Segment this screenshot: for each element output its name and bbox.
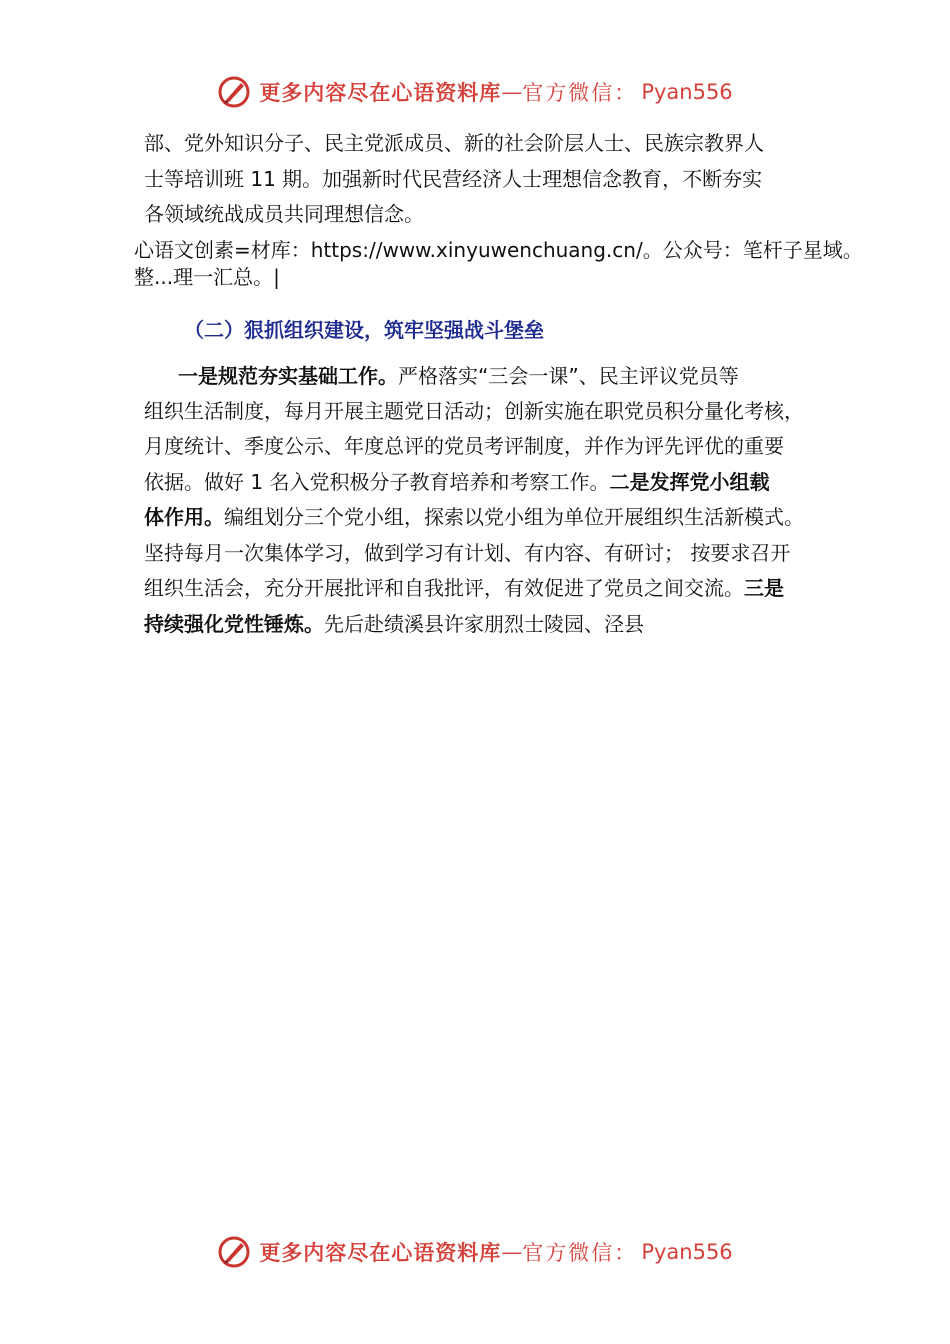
paragraph-line: 月度统计、季度公示、年度总评的党员考评制度，并作为评先评优的重要 (144, 434, 784, 458)
banner-dash: — (501, 80, 523, 104)
banner-wechat-label: 官方微信： (522, 1241, 638, 1265)
text-run: 组织生活会，充分开展批评和自我批评，有效促进了党员之间交流。 (144, 576, 744, 600)
text-run: 编组划分三个党小组，探索以党小组为单位开展组织生活新模式。 (224, 505, 804, 529)
section-heading: （二）狠抓组织建设，筑牢坚强战斗堡垒 (184, 318, 544, 342)
bold-lead: 持续强化党性锤炼。 (144, 612, 324, 636)
banner-wechat-id: Pyan556 (641, 80, 733, 104)
bold-lead: 三是 (744, 576, 784, 600)
pen-circle-logo-icon (217, 1235, 251, 1269)
header-banner (0, 72, 950, 112)
banner-dash: — (501, 1240, 523, 1264)
paragraph-line: 组织生活制度，每月开展主题党日活动；创新实施在职党员积分量化考核， (144, 399, 804, 423)
text-line: 士等培训班 11 期。加强新时代民营经济人士理想信念教育，不断夯实 (144, 167, 763, 191)
bold-lead: 二是发挥党小组载 (609, 470, 770, 494)
footer-banner (0, 1232, 950, 1272)
watermark-line: 整...理一汇总。| (134, 265, 280, 289)
paragraph-line (144, 502, 804, 532)
watermark-line: 心语文创素=材库：https://www.xinyuwenchuang.cn/。公众号：笔杆子星域。 (134, 238, 863, 262)
paragraph-line (144, 573, 784, 603)
banner-title: 更多内容尽在心语资料库 (259, 1240, 502, 1265)
paragraph-line (144, 609, 644, 639)
paragraph-line: 坚持每月一次集体学习，做到学习有计划、有内容、有研讨； 按要求召开 (144, 541, 791, 565)
pen-circle-logo-icon (217, 75, 251, 109)
text-run: 依据。做好 1 名入党积极分子教育培养和考察工作。 (144, 470, 610, 494)
bold-lead: 一是规范夯实基础工作。 (178, 364, 398, 388)
text-run: 严格落实“三会一课”、民主评议党员等 (398, 364, 739, 388)
banner-wechat-label: 官方微信： (522, 81, 638, 105)
bold-lead: 体作用。 (144, 505, 224, 529)
text-line: 部、党外知识分子、民主党派成员、新的社会阶层人士、民族宗教界人 (144, 131, 764, 155)
paragraph-line (144, 467, 769, 497)
text-line: 各领域统战成员共同理想信念。 (144, 202, 424, 226)
banner-wechat-id: Pyan556 (641, 1240, 733, 1264)
banner-title: 更多内容尽在心语资料库 (259, 80, 502, 105)
text-run: 先后赴绩溪县许家朋烈士陵园、泾县 (324, 612, 644, 636)
paragraph-line (178, 361, 739, 391)
